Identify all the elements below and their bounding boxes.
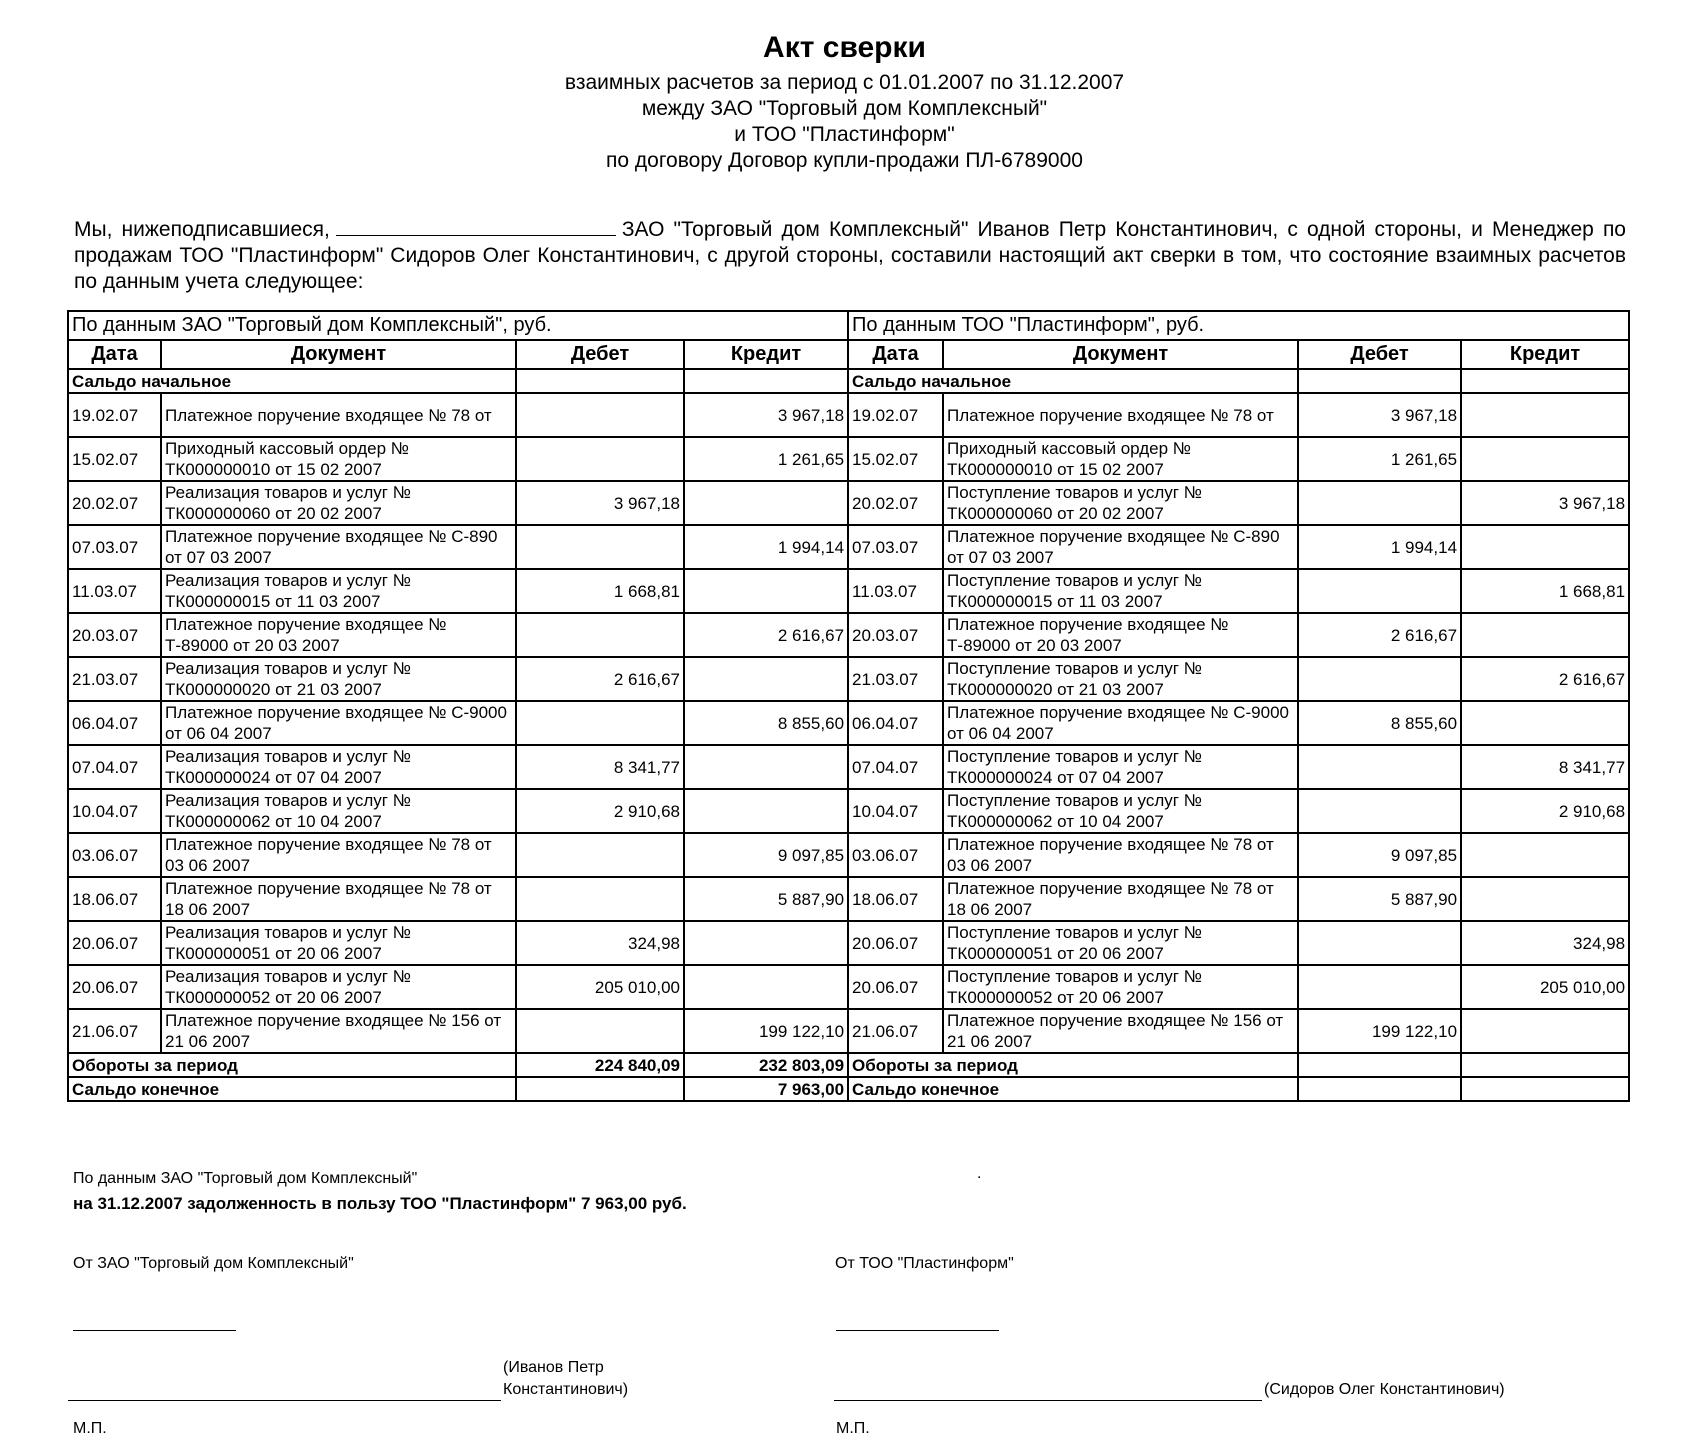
row-document: Платежное поручение входящее № 78 от 03 06 2007 <box>161 833 516 877</box>
row-credit: 8 855,60 <box>684 701 848 745</box>
row-date: 20.02.07 <box>848 481 943 525</box>
row-debit <box>516 437 684 481</box>
row-debit <box>1298 965 1461 1009</box>
row-credit: 3 967,18 <box>1461 481 1629 525</box>
row-debit: 2 616,67 <box>1298 613 1461 657</box>
table-row <box>68 833 1629 877</box>
row-document: Платежное поручение входящее № 78 от 18 06 2007 <box>943 877 1298 921</box>
closing-balance-label: Сальдо конечное <box>848 1077 1298 1101</box>
intro-paragraph <box>74 217 1626 295</box>
row-date: 15.02.07 <box>68 437 161 481</box>
table-row <box>68 481 1629 525</box>
row-credit: 1 261,65 <box>684 437 848 481</box>
reconciliation-table <box>67 310 1630 1102</box>
row-document: Платежное поручение входящее № 156 от 21 06 2007 <box>161 1009 516 1053</box>
closing-credit <box>1461 1077 1629 1101</box>
table-row <box>68 921 1629 965</box>
row-date: 07.04.07 <box>848 745 943 789</box>
row-document: Платежное поручение входящее № Т-89000 от 20 03 2007 <box>943 613 1298 657</box>
col-header-credit: Кредит <box>684 340 848 369</box>
turnover-row <box>68 1053 1629 1077</box>
row-document: Платежное поручение входящее № С-9000 от 06 04 2007 <box>943 701 1298 745</box>
opening-balance-row <box>68 369 1629 393</box>
row-document: Реализация товаров и услуг № ТК000000051 от 20 06 2007 <box>161 921 516 965</box>
row-credit <box>684 965 848 1009</box>
right-signature-line <box>834 1400 1262 1401</box>
row-credit <box>1461 393 1629 437</box>
row-credit <box>684 657 848 701</box>
row-debit <box>1298 921 1461 965</box>
subtitle-party-1: между ЗАО "Торговый дом Комплексный" <box>641 97 1048 120</box>
row-credit: 2 616,67 <box>1461 657 1629 701</box>
row-date: 20.06.07 <box>68 965 161 1009</box>
row-document: Реализация товаров и услуг № ТК000000060 от 20 02 2007 <box>161 481 516 525</box>
row-credit <box>684 569 848 613</box>
row-credit: 9 097,85 <box>684 833 848 877</box>
row-document: Платежное поручение входящее № С-890 от 07 03 2007 <box>943 525 1298 569</box>
opening-balance-label: Сальдо начальное <box>68 369 516 393</box>
table-row <box>68 657 1629 701</box>
table-row <box>68 613 1629 657</box>
row-credit <box>684 481 848 525</box>
table-row <box>68 1009 1629 1053</box>
column-header-row <box>68 340 1629 369</box>
row-date: 03.06.07 <box>848 833 943 877</box>
closing-balance-row <box>68 1077 1629 1101</box>
row-debit: 324,98 <box>516 921 684 965</box>
row-date: 06.04.07 <box>68 701 161 745</box>
row-date: 20.06.07 <box>848 921 943 965</box>
table-row <box>68 437 1629 481</box>
row-document: Поступление товаров и услуг № ТК000000051 от 20 06 2007 <box>943 921 1298 965</box>
row-credit: 199 122,10 <box>684 1009 848 1053</box>
row-date: 20.06.07 <box>68 921 161 965</box>
row-date: 20.03.07 <box>848 613 943 657</box>
row-debit: 3 967,18 <box>516 481 684 525</box>
intro-blank-line <box>336 217 616 236</box>
row-date: 21.03.07 <box>68 657 161 701</box>
row-date: 03.06.07 <box>68 833 161 877</box>
row-credit: 205 010,00 <box>1461 965 1629 1009</box>
left-signatory-name-2: Константинович) <box>503 1381 629 1398</box>
row-document: Платежное поручение входящее № С-890 от 07 03 2007 <box>161 525 516 569</box>
row-credit <box>1461 525 1629 569</box>
row-document: Платежное поручение входящее № С-9000 от 06 04 2007 <box>161 701 516 745</box>
row-date: 21.03.07 <box>848 657 943 701</box>
row-debit <box>516 525 684 569</box>
row-credit <box>1461 701 1629 745</box>
row-document: Реализация товаров и услуг № ТК000000020 от 21 03 2007 <box>161 657 516 701</box>
right-short-signature-line <box>836 1330 999 1331</box>
row-credit: 1 668,81 <box>1461 569 1629 613</box>
row-credit <box>1461 1009 1629 1053</box>
table-row <box>68 789 1629 833</box>
row-document: Поступление товаров и услуг № ТК000000020 от 21 03 2007 <box>943 657 1298 701</box>
row-credit <box>1461 833 1629 877</box>
right-from-label: От ТОО "Пластинформ" <box>835 1255 1014 1272</box>
left-side-title: По данным ЗАО "Торговый дом Комплексный", руб. <box>68 311 848 340</box>
row-document: Поступление товаров и услуг № ТК000000062 от 10 04 2007 <box>943 789 1298 833</box>
row-debit: 1 994,14 <box>1298 525 1461 569</box>
row-date: 21.06.07 <box>848 1009 943 1053</box>
row-debit: 205 010,00 <box>516 965 684 1009</box>
row-debit: 8 855,60 <box>1298 701 1461 745</box>
table-row <box>68 393 1629 437</box>
row-document: Платежное поручение входящее № 78 от <box>943 393 1298 437</box>
col-header-date: Дата <box>68 340 161 369</box>
closing-debit <box>516 1077 684 1101</box>
row-credit <box>684 789 848 833</box>
by-data-note: По данным ЗАО "Торговый дом Комплексный" <box>73 1170 418 1187</box>
row-debit: 2 616,67 <box>516 657 684 701</box>
table-row <box>68 745 1629 789</box>
row-date: 21.06.07 <box>68 1009 161 1053</box>
row-credit: 2 616,67 <box>684 613 848 657</box>
row-credit <box>1461 877 1629 921</box>
row-date: 19.02.07 <box>848 393 943 437</box>
row-debit: 1 261,65 <box>1298 437 1461 481</box>
table-body <box>68 311 1629 1101</box>
row-debit: 5 887,90 <box>1298 877 1461 921</box>
subtitle-party-2: и ТОО "Пластинформ" <box>734 123 955 146</box>
turnover-credit: 232 803,09 <box>684 1053 848 1077</box>
col-header-credit: Кредит <box>1461 340 1629 369</box>
row-credit <box>1461 613 1629 657</box>
row-date: 18.06.07 <box>848 877 943 921</box>
stray-dot: . <box>977 1165 982 1182</box>
row-document: Реализация товаров и услуг № ТК000000052 от 20 06 2007 <box>161 965 516 1009</box>
row-credit <box>684 745 848 789</box>
table-title-row <box>68 311 1629 340</box>
row-date: 18.06.07 <box>68 877 161 921</box>
col-header-debit: Дебет <box>516 340 684 369</box>
row-date: 07.03.07 <box>848 525 943 569</box>
row-debit: 9 097,85 <box>1298 833 1461 877</box>
row-debit <box>1298 745 1461 789</box>
row-document: Реализация товаров и услуг № ТК000000015 от 11 03 2007 <box>161 569 516 613</box>
row-debit <box>1298 789 1461 833</box>
row-date: 10.04.07 <box>68 789 161 833</box>
opening-balance-label: Сальдо начальное <box>848 369 1298 393</box>
turnover-credit <box>1461 1053 1629 1077</box>
row-credit: 8 341,77 <box>1461 745 1629 789</box>
row-document: Поступление товаров и услуг № ТК000000052 от 20 06 2007 <box>943 965 1298 1009</box>
row-document: Платежное поручение входящее № Т-89000 от 20 03 2007 <box>161 613 516 657</box>
table-row <box>68 701 1629 745</box>
row-date: 07.04.07 <box>68 745 161 789</box>
row-debit <box>516 1009 684 1053</box>
turnover-debit <box>1298 1053 1461 1077</box>
row-date: 20.03.07 <box>68 613 161 657</box>
turnover-debit: 224 840,09 <box>516 1053 684 1077</box>
row-debit <box>1298 569 1461 613</box>
row-date: 06.04.07 <box>848 701 943 745</box>
right-signatory-name: (Сидоров Олег Константинович) <box>1264 1381 1505 1398</box>
col-header-debit: Дебет <box>1298 340 1461 369</box>
row-date: 20.02.07 <box>68 481 161 525</box>
row-document: Поступление товаров и услуг № ТК000000024 от 07 04 2007 <box>943 745 1298 789</box>
right-stamp-place: М.П. <box>836 1420 870 1437</box>
row-credit <box>1461 437 1629 481</box>
subtitle-contract: по договору Договор купли-продажи ПЛ-6789000 <box>606 149 1083 172</box>
row-date: 10.04.07 <box>848 789 943 833</box>
row-date: 11.03.07 <box>848 569 943 613</box>
row-date: 20.06.07 <box>848 965 943 1009</box>
intro-part-2: ЗАО "Торговый дом Комплексный" Иванов Петр Константинович, с одной стороны, и Менеджер по продажам ТОО "Пластинформ" Сидоров Олег Константинович, с другой стороны, составили настоящий акт сверки в том, что состояние взаимных расчетов по данным учета следующее: <box>74 218 1626 293</box>
row-credit: 1 994,14 <box>684 525 848 569</box>
col-header-date: Дата <box>848 340 943 369</box>
row-debit <box>516 701 684 745</box>
row-document: Поступление товаров и услуг № ТК000000015 от 11 03 2007 <box>943 569 1298 613</box>
row-document: Приходный кассовый ордер № ТК000000010 от 15 02 2007 <box>943 437 1298 481</box>
intro-part-1: Мы, нижеподписавшиеся, <box>74 218 330 241</box>
row-document: Платежное поручение входящее № 78 от 18 06 2007 <box>161 877 516 921</box>
document-title: Акт сверки <box>763 31 926 64</box>
row-debit <box>516 877 684 921</box>
row-debit <box>516 833 684 877</box>
col-header-document: Документ <box>161 340 516 369</box>
row-date: 07.03.07 <box>68 525 161 569</box>
row-debit: 8 341,77 <box>516 745 684 789</box>
row-debit: 1 668,81 <box>516 569 684 613</box>
row-document: Платежное поручение входящее № 78 от 03 06 2007 <box>943 833 1298 877</box>
table-row <box>68 525 1629 569</box>
row-debit <box>516 613 684 657</box>
row-document: Реализация товаров и услуг № ТК000000024 от 07 04 2007 <box>161 745 516 789</box>
row-credit: 324,98 <box>1461 921 1629 965</box>
table-row <box>68 965 1629 1009</box>
closing-debit <box>1298 1077 1461 1101</box>
row-date: 11.03.07 <box>68 569 161 613</box>
row-date: 15.02.07 <box>848 437 943 481</box>
row-document: Поступление товаров и услуг № ТК000000060 от 20 02 2007 <box>943 481 1298 525</box>
debt-statement: на 31.12.2007 задолженность в пользу ТОО "Пластинформ" 7 963,00 руб. <box>73 1194 687 1213</box>
row-debit: 199 122,10 <box>1298 1009 1461 1053</box>
turnover-label: Обороты за период <box>848 1053 1298 1077</box>
left-from-label: От ЗАО "Торговый дом Комплексный" <box>73 1255 354 1272</box>
closing-balance-label: Сальдо конечное <box>68 1077 516 1101</box>
closing-credit: 7 963,00 <box>684 1077 848 1101</box>
left-short-signature-line <box>73 1330 236 1331</box>
row-document: Платежное поручение входящее № 78 от <box>161 393 516 437</box>
row-document: Реализация товаров и услуг № ТК000000062 от 10 04 2007 <box>161 789 516 833</box>
row-debit: 2 910,68 <box>516 789 684 833</box>
row-debit <box>516 393 684 437</box>
row-debit: 3 967,18 <box>1298 393 1461 437</box>
right-side-title: По данным ТОО "Пластинформ", руб. <box>848 311 1629 340</box>
row-credit: 5 887,90 <box>684 877 848 921</box>
row-credit: 3 967,18 <box>684 393 848 437</box>
left-signature-line <box>68 1400 501 1401</box>
col-header-document: Документ <box>943 340 1298 369</box>
row-document: Приходный кассовый ордер № ТК000000010 от 15 02 2007 <box>161 437 516 481</box>
row-date: 19.02.07 <box>68 393 161 437</box>
row-debit <box>1298 481 1461 525</box>
row-debit <box>1298 657 1461 701</box>
turnover-label: Обороты за период <box>68 1053 516 1077</box>
left-signatory-name-1: (Иванов Петр <box>503 1359 604 1376</box>
row-credit: 2 910,68 <box>1461 789 1629 833</box>
table-row <box>68 877 1629 921</box>
table-row <box>68 569 1629 613</box>
subtitle-period: взаимных расчетов за период с 01.01.2007 по 31.12.2007 <box>564 71 1125 94</box>
row-credit <box>684 921 848 965</box>
left-stamp-place: М.П. <box>73 1420 107 1437</box>
row-document: Платежное поручение входящее № 156 от 21 06 2007 <box>943 1009 1298 1053</box>
